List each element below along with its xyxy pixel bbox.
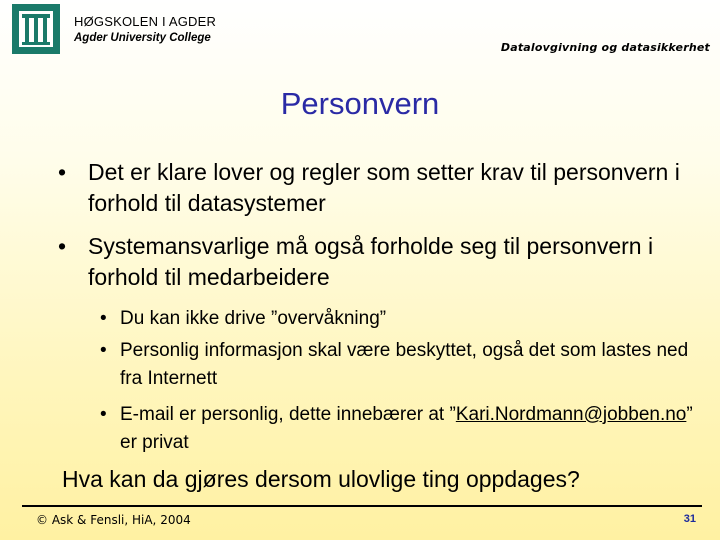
bullet-dot-icon: • [58,159,67,185]
email-link[interactable]: Kari.Nordmann@jobben.no [455,404,687,425]
college-logo-icon [12,4,60,54]
copyright-text: © Ask & Fensli, HiA, 2004 [36,513,191,527]
sub-bullet-item [100,337,710,393]
page-number: 31 [683,513,696,525]
course-title: Datalovgivning og datasikkerhet [500,41,710,54]
slide-title: Personvern [280,86,440,121]
sub-bullet-text: Personlig informasjon skal være beskyttet, også det som lastes ned fra Internett [120,340,689,389]
bullet-text: Systemansvarlige må også forholde seg til personvern i forhold til medarbeidere [88,233,654,290]
sub-bullet-item [100,305,710,333]
sub-bullet-text [120,404,693,453]
email-prefix: E-mail er personlig, dette innebærer at ” [120,404,456,425]
sub-bullet-item [100,401,710,457]
sub-bullet-text: Du kan ikke drive ”overvåkning” [120,308,387,329]
bullet-dot-icon: • [100,308,107,329]
footer-divider [22,505,702,507]
school-subtitle: Agder University College [74,32,211,44]
bullet-dot-icon: • [100,340,107,361]
school-name: HØGSKOLEN I AGDER [74,14,217,29]
bullet-dot-icon: • [100,404,107,425]
closing-question: Hva kan da gjøres dersom ulovlige ting oppdages? [62,466,580,492]
bullet-item [58,231,698,293]
email-suffix: ” er privat [120,404,693,453]
bullet-dot-icon: • [58,233,67,259]
bullet-text: Det er klare lover og regler som setter krav til personvern i forhold til datasystemer [88,159,680,216]
bullet-item [58,157,698,219]
